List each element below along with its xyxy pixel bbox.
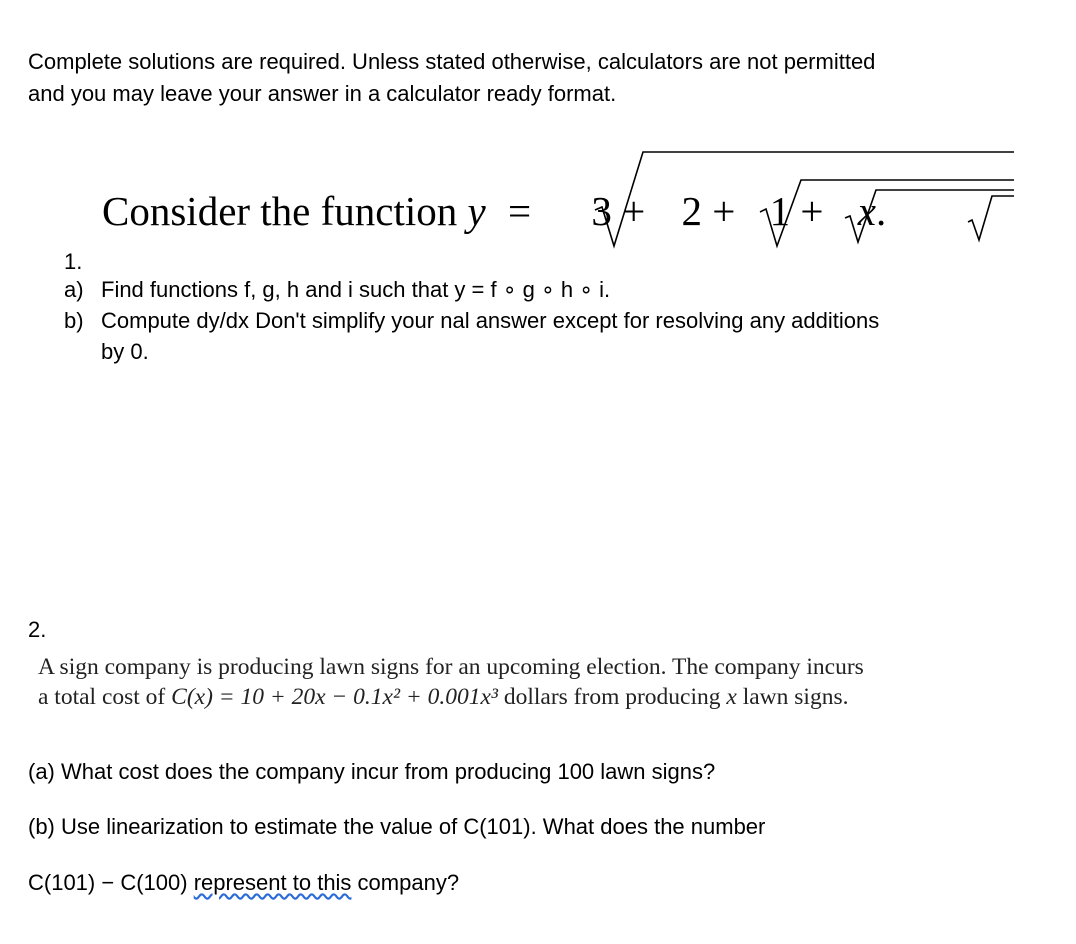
q1-number: 1. <box>64 249 83 274</box>
nested-radical-signs <box>102 150 1052 260</box>
term-3: 3 + <box>591 188 646 234</box>
q1-part-b-text-continued: by 0. <box>101 339 149 364</box>
q1-function-equation <box>102 150 1052 260</box>
instructions-line-1: Complete solutions are required. Unless stated otherwise, calculators are not permitted <box>28 49 876 74</box>
term-x: x <box>857 188 876 234</box>
q2-part-b-continued <box>28 867 459 899</box>
radical-outer <box>595 152 1014 246</box>
q2-part-b: (b) Use linearization to estimate the value of C(101). What does the number <box>28 814 766 839</box>
radical-third <box>845 190 1014 242</box>
q2-statement-mid: dollars from producing <box>497 684 727 710</box>
q2-statement <box>38 652 864 712</box>
q1-part-a-label: a) <box>64 277 84 302</box>
q2-part-b-post: company? <box>351 870 460 895</box>
equation-equals: = <box>507 188 532 234</box>
term-1: 1 + <box>769 188 824 234</box>
q2-statement-post: lawn signs. <box>736 684 849 710</box>
q2-statement-line-2 <box>38 682 864 712</box>
q1-part-b-text: Compute dy/dx Don't simplify your nal answer except for resolving any additions <box>101 308 880 333</box>
term-2: 2 + <box>681 188 736 234</box>
equation-period: . <box>875 188 887 234</box>
q2-part-b-pre: C(101) − C(100) <box>28 870 194 895</box>
equation-var-y: y <box>467 188 486 234</box>
q2-part-a: (a) What cost does the company incur from producing 100 lawn signs? <box>28 759 716 784</box>
instructions <box>28 46 1028 110</box>
q1-part-a-text: Find functions f, g, h and i such that y = f ∘ g ∘ h ∘ i. <box>101 277 611 302</box>
q2-statement-pre: a total cost of <box>38 684 172 710</box>
q2-var-x: x <box>726 684 737 710</box>
q2-statement-line-1: A sign company is producing lawn signs for an upcoming election. The company incurs <box>38 654 864 680</box>
instructions-line-2: and you may leave your answer in a calculator ready format. <box>28 81 617 106</box>
equation-lead: Consider the function <box>102 188 468 234</box>
spellcheck-underlined-text: represent to this <box>193 870 352 895</box>
q2-number: 2. <box>28 617 47 642</box>
cost-function: C(x) = 10 + 20x − 0.1x² + 0.001x³ <box>171 684 498 710</box>
radical-inner <box>968 196 1014 240</box>
q1-part-b-label: b) <box>64 308 84 333</box>
